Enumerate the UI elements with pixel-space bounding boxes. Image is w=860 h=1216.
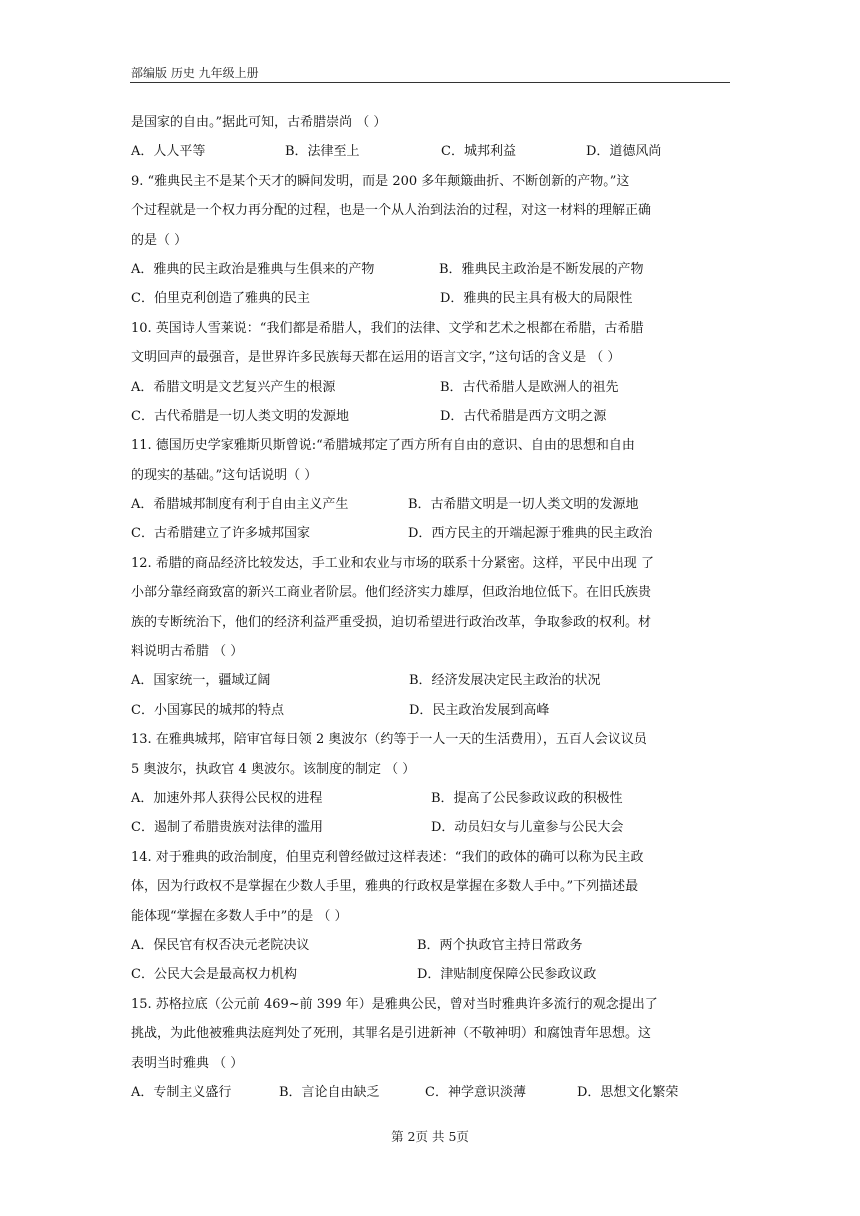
text-line: 15. 苏格拉底（公元前 469~前 399 年）是雅典公民，曾对当时雅典许多流行的观念提出了 (131, 996, 658, 1012)
option-row (131, 784, 733, 813)
answer-option: C．神学意识淡薄 (425, 1084, 526, 1100)
answer-option: B．两个执政官主持日常政务 (417, 937, 583, 953)
option-row (131, 255, 733, 284)
answer-option: A．专制主义盛行 (131, 1084, 232, 1100)
answer-option: B．提高了公民参政议政的积极性 (431, 790, 623, 806)
answer-option: C．公民大会是最高权力机构 (131, 967, 297, 983)
answer-option: A．加速外邦人获得公民权的进程 (131, 790, 323, 806)
text-line: 13. 在雅典城邦，陪审官每日领 2 奥波尔（约等于一人一天的生活费用），五百人会议议员 (131, 732, 647, 748)
text-line: 5 奥波尔，执政官 4 奥波尔。该制度的制定 （ ） (131, 761, 416, 777)
answer-option: C．遏制了希腊贵族对法律的滥用 (131, 820, 323, 836)
option-row (131, 373, 733, 402)
option-row (131, 1078, 733, 1107)
text-line: 个过程就是一个权力再分配的过程，也是一个从人治到法治的过程，对这一材料的理解正确 (131, 203, 652, 219)
option-row (131, 666, 733, 695)
option-row (131, 519, 733, 548)
text-line: 11. 德国历史学家雅斯贝斯曾说:“希腊城邦定了西方所有自由的意识、自由的思想和自由 (131, 438, 635, 454)
answer-option: D．雅典的民主具有极大的局限性 (440, 291, 633, 307)
answer-option: B．古希腊文明是一切人类文明的发源地 (408, 497, 639, 513)
answer-option: B．经济发展决定民主政治的状况 (409, 673, 601, 689)
text-line: 文明回声的最强音，是世界许多民族每天都在运用的语言文字，”这句话的含义是 （ ） (131, 350, 621, 366)
answer-option: D．民主政治发展到高峰 (409, 702, 550, 718)
answer-option: D．思想文化繁荣 (577, 1084, 679, 1100)
page-number: 第 2页 共 5页 (391, 1129, 469, 1144)
text-line: 9. “雅典民主不是某个天才的瞬间发明，而是 200 多年颠簸曲折、不断创新的产物。”这 (131, 173, 630, 189)
text-line: 的是（ ） (131, 232, 188, 248)
answer-option: B．言论自由缺乏 (279, 1084, 380, 1100)
answer-option: A．国家统一，疆域辽阔 (131, 673, 271, 689)
answer-option: D．古代希腊是西方文明之源 (440, 408, 607, 424)
option-row (131, 284, 733, 313)
option-row (131, 137, 733, 166)
answer-option: C．城邦利益 (441, 144, 516, 160)
answer-option: B．古代希腊人是欧洲人的祖先 (440, 379, 619, 395)
text-line: 挑战，为此他被雅典法庭判处了死刑，其罪名是引进新神（不敬神明）和腐蚀青年思想。这 (131, 1026, 652, 1042)
answer-option: D．津贴制度保障公民参政议政 (417, 967, 597, 983)
option-row (131, 490, 733, 519)
option-row (131, 960, 733, 989)
question-content (131, 108, 733, 1107)
text-line: 是国家的自由。”据此可知，古希腊崇尚 （ ） (131, 115, 387, 130)
answer-option: C．古希腊建立了许多城邦国家 (131, 526, 310, 542)
text-line: 料说明古希腊 （ ） (131, 644, 244, 660)
option-row (131, 931, 733, 960)
text-line: 表明当时雅典 （ ） (131, 1055, 244, 1071)
option-row (131, 402, 733, 431)
answer-option: B．雅典民主政治是不断发展的产物 (439, 261, 644, 277)
option-row (131, 696, 733, 725)
page-header: 部编版 历史 九年级上册 (131, 66, 259, 80)
text-line: 的现实的基础。”这句话说明（ ） (131, 467, 318, 483)
answer-option: C．小国寡民的城邦的特点 (131, 702, 284, 718)
answer-option: D．道德风尚 (586, 144, 662, 160)
answer-option: A．希腊城邦制度有利于自由主义产生 (131, 497, 349, 513)
text-line: 体，因为行政权不是掌握在少数人手里，雅典的行政权是掌握在多数人手中。”下列描述最 (131, 879, 639, 895)
answer-option: A．保民官有权否决元老院决议 (131, 937, 310, 953)
text-line: 能体现“掌握在多数人手中”的是 （ ） (131, 908, 348, 924)
text-line: 12. 希腊的商品经济比较发达，手工业和农业与市场的联系十分紧密。这样，平民中出现 了 (131, 555, 654, 571)
answer-option: D．西方民主的开端起源于雅典的民主政治 (408, 526, 653, 542)
text-line: 14. 对于雅典的政治制度，伯里克利曾经做过这样表述：“我们的政体的确可以称为民主政 (131, 849, 644, 865)
text-line: 10. 英国诗人雪莱说：“我们都是希腊人，我们的法律、文学和艺术之根都在希腊，古希腊 (131, 320, 644, 336)
answer-option: C．古代希腊是一切人类文明的发源地 (131, 408, 349, 424)
answer-option: A．人人平等 (131, 144, 206, 160)
option-row (131, 813, 733, 842)
answer-option: A．希腊文明是文艺复兴产生的根源 (131, 379, 336, 395)
text-line: 族的专断统治下，他们的经济利益严重受损，迫切希望进行政治改革，争取参政的权利。材 (131, 614, 652, 630)
header-rule (130, 82, 730, 83)
answer-option: A．雅典的民主政治是雅典与生俱来的产物 (131, 261, 375, 277)
answer-option: C．伯里克利创造了雅典的民主 (131, 291, 310, 307)
text-line: 小部分靠经商致富的新兴工商业者阶层。他们经济实力雄厚，但政治地位低下。在旧氏族贵 (131, 585, 652, 601)
answer-option: D．动员妇女与儿童参与公民大会 (431, 820, 624, 836)
answer-option: B．法律至上 (285, 144, 360, 160)
